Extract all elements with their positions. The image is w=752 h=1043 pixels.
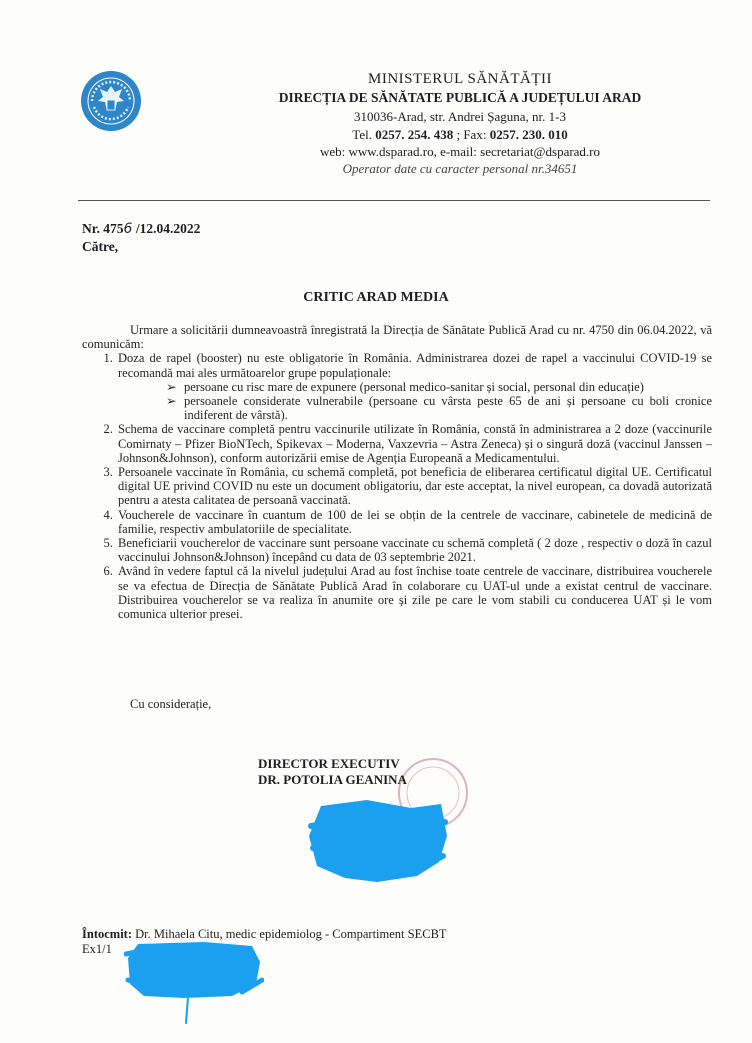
point-item (116, 465, 712, 508)
prepared-label: Întocmit: (82, 927, 132, 941)
fax-label: ; Fax: (456, 127, 487, 142)
prepared-by: Dr. Mihaela Citu, medic epidemiolog - Compartiment SECBT (132, 927, 447, 941)
point-item (116, 564, 712, 621)
group-item (166, 379, 712, 394)
point-item (116, 351, 712, 422)
point-text: Voucherele de vaccinare în cuantum de 100 de lei se obțin de la centrele de vaccinare, cabinetele de medicină de familie, respectiv ambulatoriile de specialitate. (118, 507, 712, 536)
signatory-title: DIRECTOR EXECUTIV (258, 756, 400, 771)
addressee-label: Către, (82, 239, 119, 254)
nr-handwritten-digit: 6 (123, 221, 133, 237)
operator-line: Operator date cu caracter personal nr.34651 (342, 161, 578, 176)
groups-list (118, 380, 712, 423)
registration-number (82, 221, 200, 237)
nr-prefix: Nr. 475 (82, 221, 124, 236)
arrow-bullet-icon: ➢ (166, 379, 177, 394)
arrow-bullet-icon: ➢ (166, 394, 177, 409)
phone-fax-line (200, 126, 720, 144)
point-text: Persoanele vaccinate în România, cu schemă completă, pot beneficia de eliberarea certificatul digital UE. Certificatul digital UE privind COVID nu este un document obligatoriu, dar este acceptat, la nivel european, ca dovadă autorizată pentru a atesta calitatea de persoană vaccinată. (118, 465, 712, 508)
header-divider (78, 200, 710, 201)
fax-number: 0257. 230. 010 (489, 127, 568, 142)
tel-number: 0257. 254. 438 (375, 127, 454, 142)
signatory-name: DR. POTOLIA GEANINA (258, 772, 407, 787)
group-text: persoane cu risc mare de expunere (personal medico-sanitar și social, personal din educație) (184, 379, 644, 394)
letter-body (82, 323, 712, 621)
copies-line: Ex1/1 (82, 942, 112, 956)
signature-redaction (307, 796, 449, 884)
contact-line: web: www.dsparad.ro, e-mail: secretariat@dsparad.ro (319, 144, 601, 159)
pen-stroke-icon (180, 995, 194, 1025)
group-text: persoanele considerate vulnerabile (persoane cu vârsta peste 65 de ani și persoane cu boli cronice indiferent de vârstă). (184, 394, 712, 423)
directorate-name: DIRECȚIA DE SĂNĂTATE PUBLICĂ A JUDEȚULUI ARAD (278, 90, 642, 105)
point-item (116, 508, 712, 536)
tel-label: Tel. (352, 127, 372, 142)
group-item (166, 394, 712, 423)
points-list (82, 351, 712, 621)
point-text: Având în vedere faptul că la nivelul județului Arad au fost închise toate centrele de vaccinare, distribuirea voucherele se va efectua de Direcția de Sănătate Publică Arad în colaborare cu UAT-ul unde a existat centrul de vaccinare. Distribuirea voucherelor se va realiza în anumite ore și zile pe care le vom stabili cu conducerea UAT și le vom comunica ulterior presei. (118, 564, 712, 622)
nr-date: /12.04.2022 (132, 221, 201, 236)
government-seal-icon (80, 70, 142, 132)
point-text: Beneficiarii voucherelor de vaccinare sunt persoane vaccinate cu schemă completă ( 2 doze , respectiv o doză în cazul vaccinului Johnson&Johnson) începând cu data de 03 septembrie 2021. (118, 536, 712, 565)
point-item (116, 422, 712, 465)
intro-paragraph: Urmare a solicitării dumneavoastră înregistrată la Direcția de Sănătate Publică Arad cu nr. 4750 din 06.04.2022, vă comunicăm: (82, 323, 712, 352)
point-item (116, 536, 712, 564)
footer-redaction (124, 940, 264, 1000)
ministry-name: MINISTERUL SĂNĂTĂȚII (367, 71, 552, 87)
closing-salutation: Cu considerație, (130, 697, 212, 711)
point-text: Schema de vaccinare completă pentru vaccinurile utilizate în România, constă în administrarea a 2 doze (vaccinurile Comirnaty – Pfizer BioNTech, Spikevax – Moderna, Vaxzevria – Astra Zeneca) și o singură doză (vaccinul Janssen – Johnson&Johnson), conform autorizării emise de Agenția Europeană a Medicamentului. (118, 422, 712, 465)
address: 310036-Arad, str. Andrei Șaguna, nr. 1-3 (354, 109, 566, 124)
point-text: Doza de rapel (booster) nu este obligatorie în România. Administrarea dozei de rapel a vaccinului COVID-19 se recomandă mai ales următoarelor grupe populaționale: (118, 351, 712, 380)
recipient-title: CRITIC ARAD MEDIA (303, 290, 449, 305)
